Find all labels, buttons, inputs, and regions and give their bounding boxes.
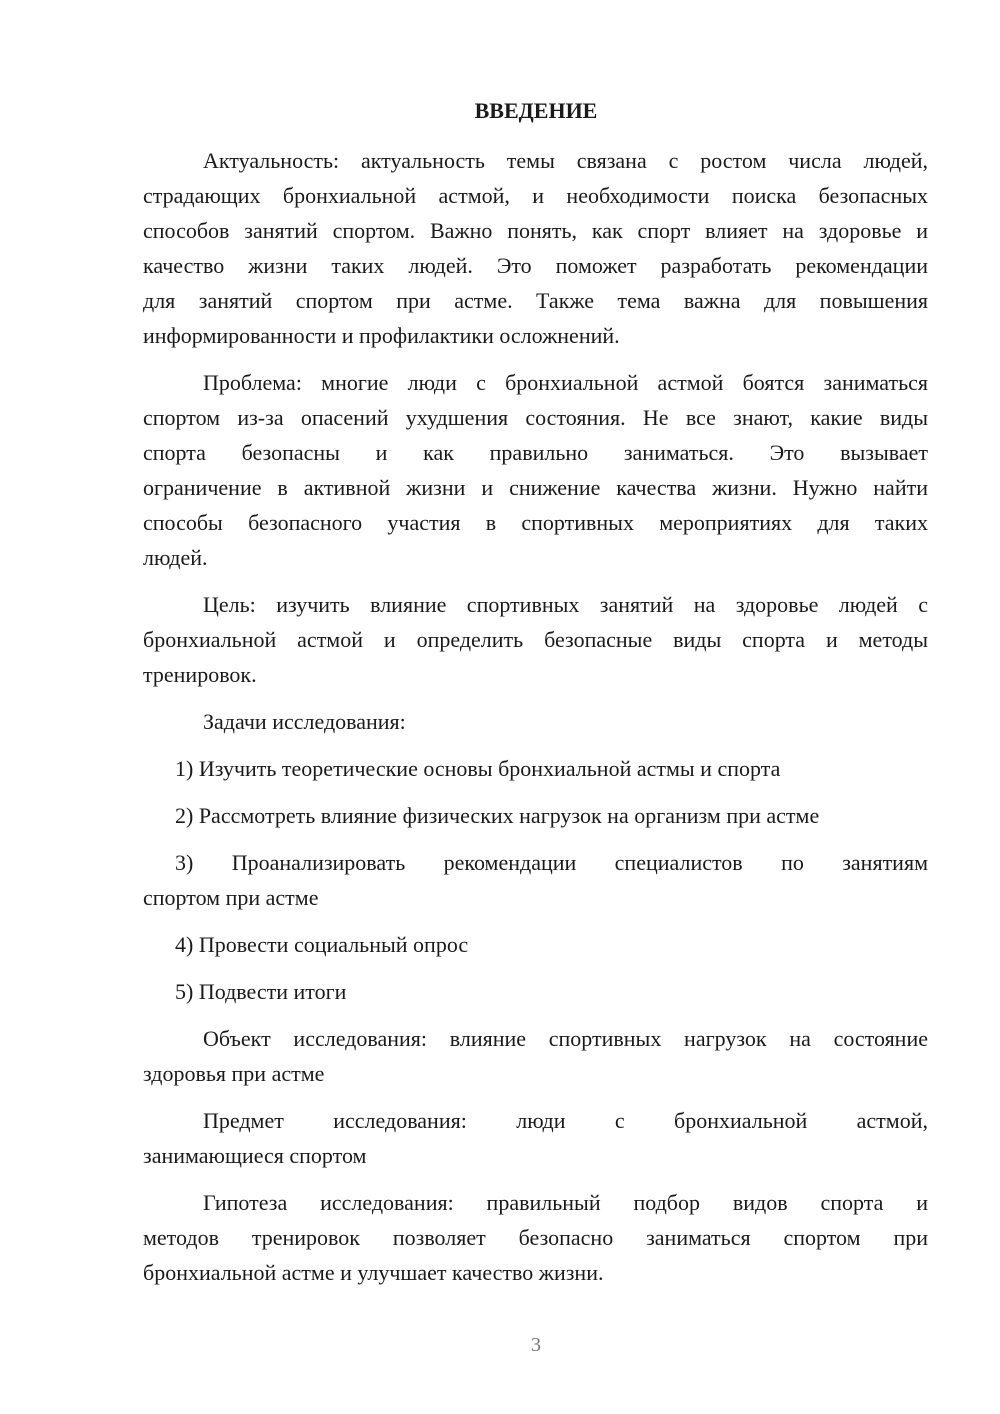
page-number: 3 <box>531 1334 541 1356</box>
paragraph <box>143 1103 928 1173</box>
paragraph <box>143 587 928 692</box>
paragraph <box>143 1021 928 1091</box>
list-item <box>143 974 928 1009</box>
text-line: ограничение в активной жизни и снижение качества жизни. Нужно найти <box>143 475 928 500</box>
text-line: Актуальность: актуальность темы связана с ростом числа людей, <box>203 148 928 173</box>
text-line: людей. <box>143 545 208 570</box>
section-title: ВВЕДЕНИЕ <box>474 98 598 123</box>
text-line: Объект исследования: влияние спортивных нагрузок на состояние <box>203 1026 928 1051</box>
text-line: Цель: изучить влияние спортивных занятий на здоровье людей с <box>203 592 928 617</box>
text-line: 5) Подвести итоги <box>175 979 347 1004</box>
text-line: здоровья при астме <box>143 1061 325 1086</box>
list-item <box>143 798 928 833</box>
text-line: спортом из-за опасений ухудшения состояния. Не все знают, какие виды <box>143 405 928 430</box>
text-line: 2) Рассмотреть влияние физических нагрузок на организм при астме <box>175 803 820 828</box>
text-line: 1) Изучить теоретические основы бронхиальной астмы и спорта <box>175 756 781 781</box>
list-item <box>143 845 928 915</box>
text-line: спорта безопасны и как правильно заниматься. Это вызывает <box>143 440 928 465</box>
paragraph <box>143 143 928 353</box>
document-body <box>143 143 928 1302</box>
paragraph <box>143 365 928 575</box>
text-line: тренировок. <box>143 662 257 687</box>
text-line: для занятий спортом при астме. Также тема важна для повышения <box>143 288 928 313</box>
text-line: занимающиеся спортом <box>143 1143 367 1168</box>
list-item <box>143 751 928 786</box>
paragraph <box>143 1185 928 1290</box>
text-line: качество жизни таких людей. Это поможет разработать рекомендации <box>143 253 928 278</box>
text-line: Проблема: многие люди с бронхиальной астмой боятся заниматься <box>203 370 928 395</box>
text-line: способы безопасного участия в спортивных мероприятиях для таких <box>143 510 928 535</box>
text-line: информированности и профилактики осложнений. <box>143 323 620 348</box>
list-item <box>143 927 928 962</box>
paragraph <box>143 704 928 739</box>
text-line: Задачи исследования: <box>203 709 406 734</box>
text-line: бронхиальной астмой и определить безопасные виды спорта и методы <box>143 627 928 652</box>
text-line: Гипотеза исследования: правильный подбор видов спорта и <box>203 1190 928 1215</box>
text-line: страдающих бронхиальной астмой, и необходимости поиска безопасных <box>143 183 928 208</box>
text-line: бронхиальной астме и улучшает качество жизни. <box>143 1260 604 1285</box>
text-line: 3) Проанализировать рекомендации специалистов по занятиям <box>175 850 928 875</box>
text-line: способов занятий спортом. Важно понять, как спорт влияет на здоровье и <box>143 218 928 243</box>
text-line: Предмет исследования: люди с бронхиальной астмой, <box>203 1108 928 1133</box>
text-line: методов тренировок позволяет безопасно заниматься спортом при <box>143 1225 928 1250</box>
text-line: 4) Провести социальный опрос <box>175 932 469 957</box>
text-line: спортом при астме <box>143 885 319 910</box>
